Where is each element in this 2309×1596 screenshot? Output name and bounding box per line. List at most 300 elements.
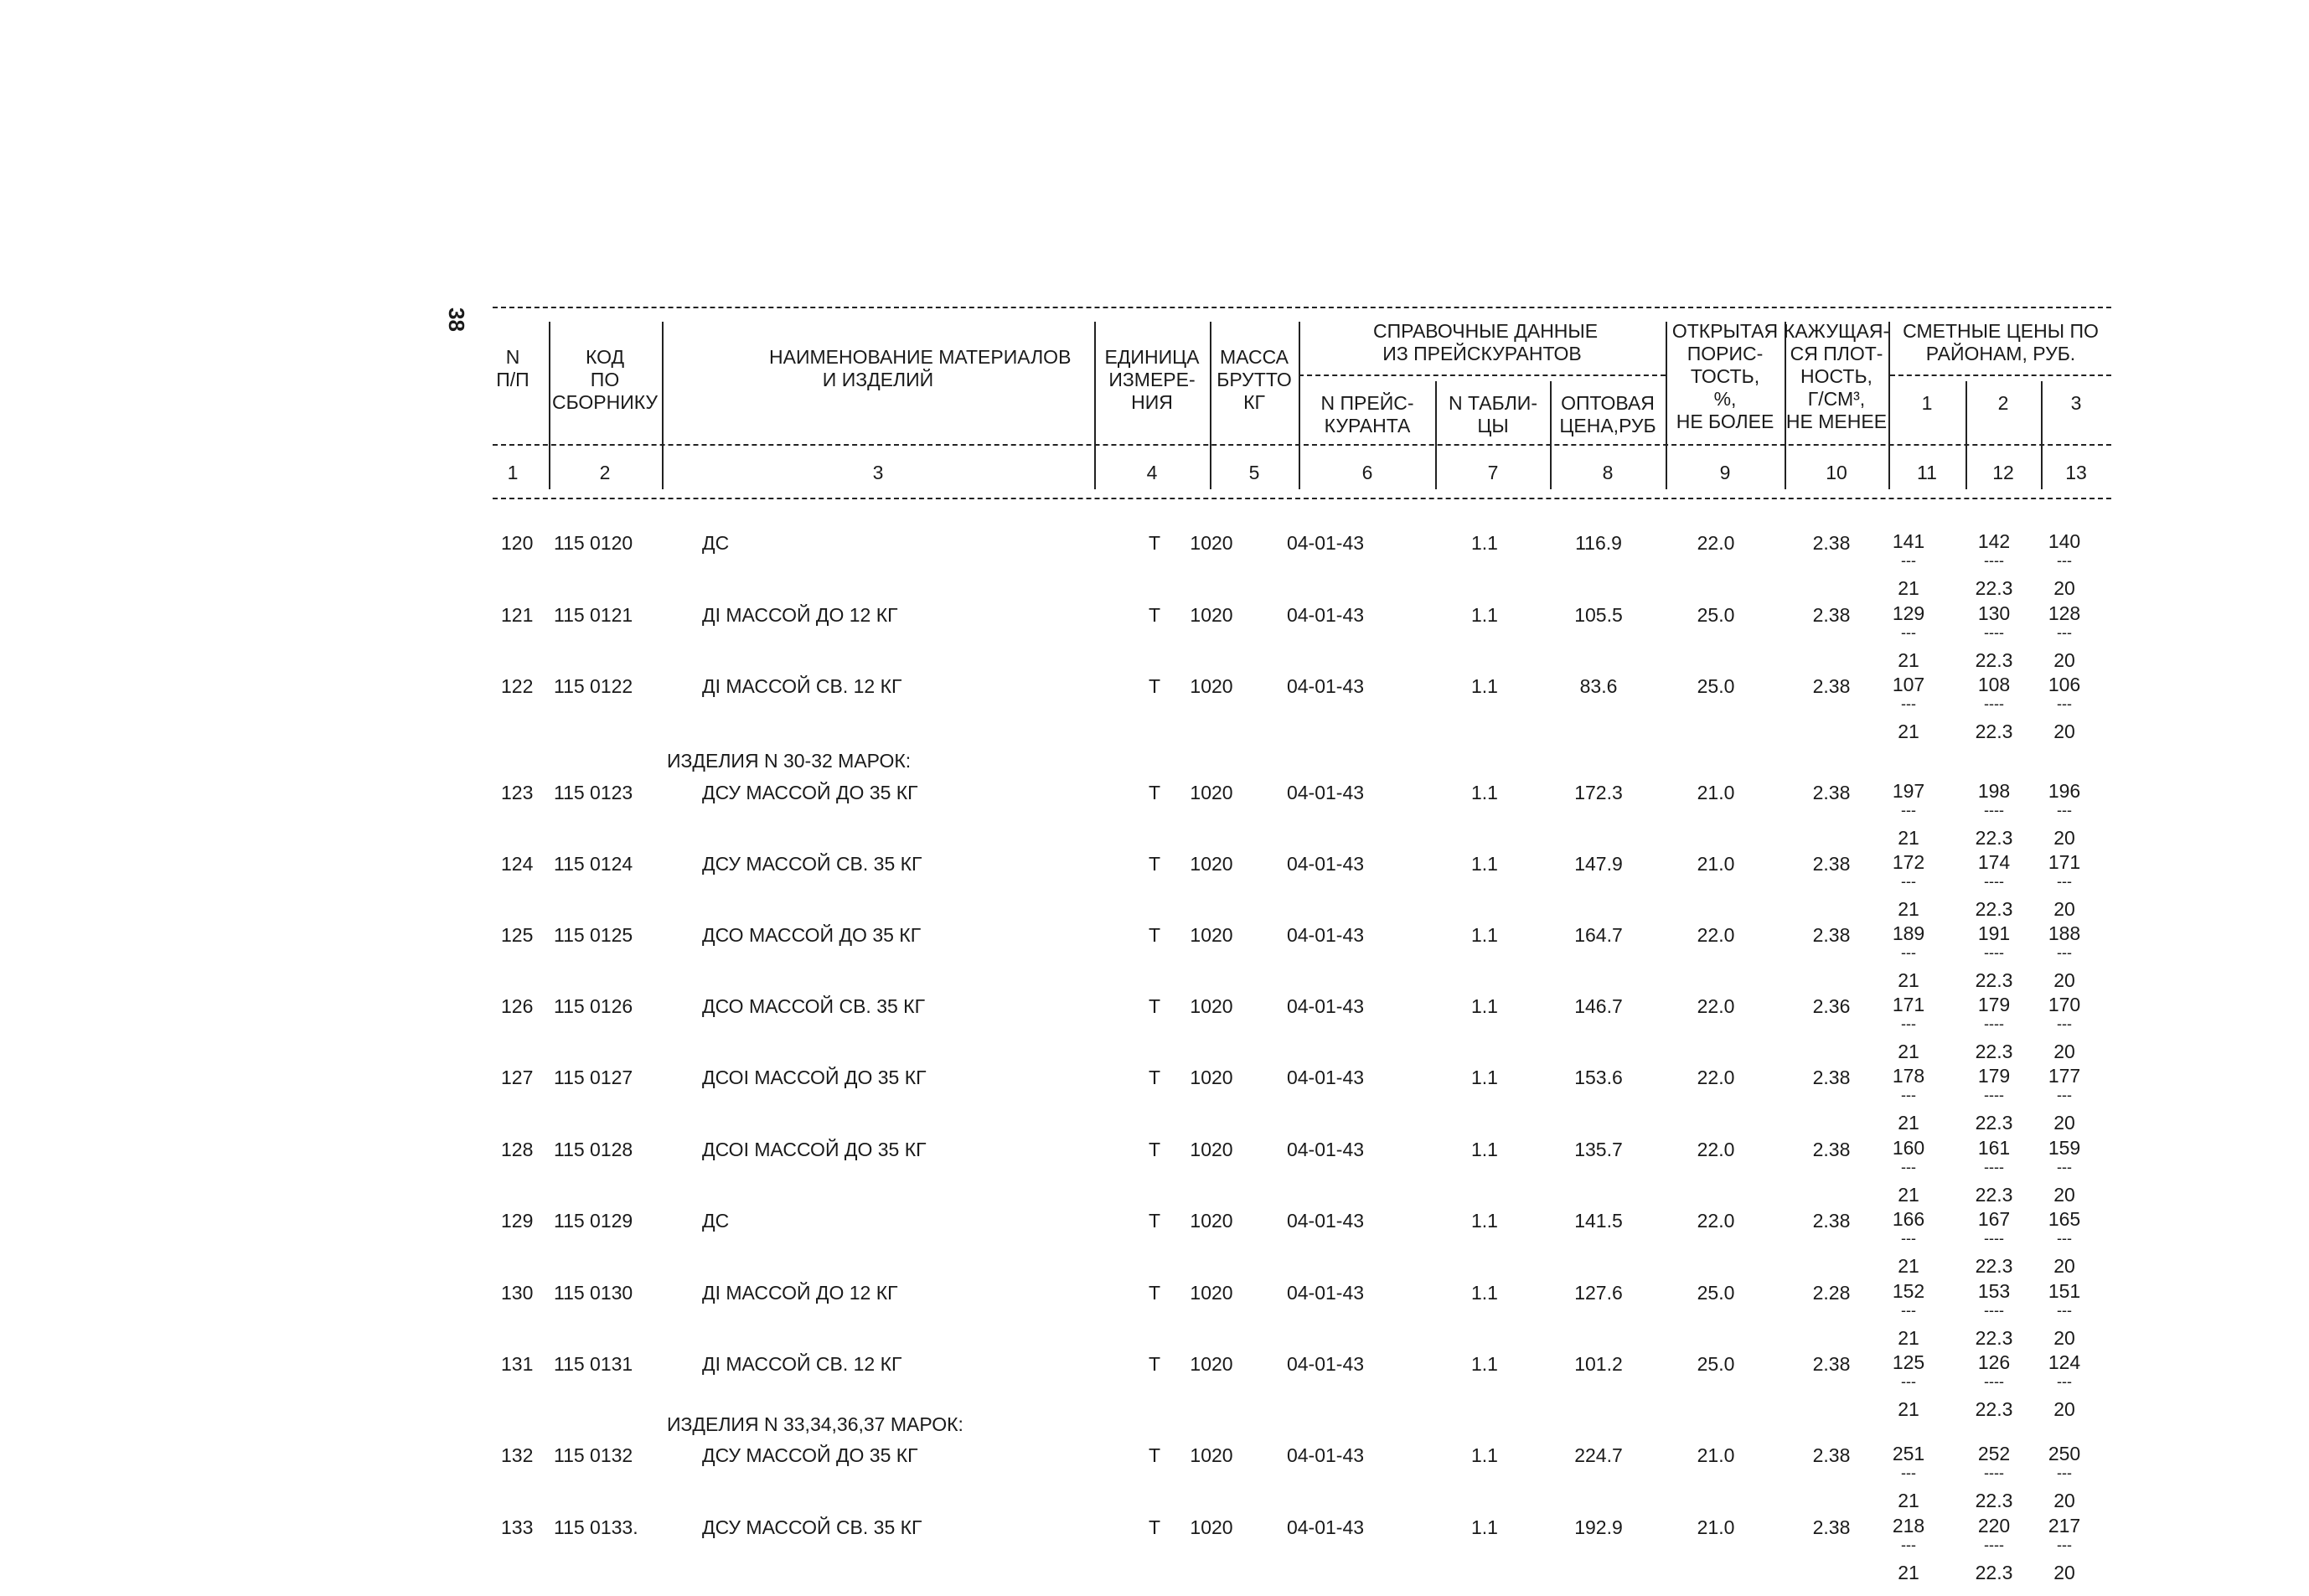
row-porosity: 25.0 xyxy=(1697,1282,1735,1304)
region-2-coefficient: 22.3 xyxy=(1975,1041,2013,1062)
row-code: 115 0121 xyxy=(554,604,633,626)
row-mass: 1020 xyxy=(1190,1139,1233,1160)
region-1-coefficient: 21 xyxy=(1898,1112,1919,1134)
fraction-bar: --- xyxy=(2057,1230,2072,1247)
number-row-separator xyxy=(1965,457,1967,486)
fraction-bar: --- xyxy=(2057,1464,2072,1481)
region-2-coefficient: 22.3 xyxy=(1975,1327,2013,1349)
column-number: 5 xyxy=(1248,462,1260,483)
row-code: 115 0127 xyxy=(554,1067,633,1088)
region-3-price: 177 xyxy=(2048,1065,2081,1087)
row-mass: 1020 xyxy=(1190,1353,1233,1375)
region-1-price: 141 xyxy=(1892,530,1925,552)
row-name: ДСО МАССОЙ СВ. 35 КГ xyxy=(702,995,926,1017)
row-unit: Т xyxy=(1148,1067,1161,1088)
row-number: 133 xyxy=(501,1516,534,1538)
region-2-price: 179 xyxy=(1977,994,2011,1015)
row-porosity: 25.0 xyxy=(1697,675,1735,697)
region-1-price: 107 xyxy=(1892,674,1925,695)
fraction-bar: --- xyxy=(1901,873,1916,890)
region-1-price: 152 xyxy=(1892,1280,1925,1302)
region-2-header: 2 xyxy=(1997,392,2009,414)
pricelist-number-header-line: КУРАНТА xyxy=(1324,415,1411,436)
region-3-price: 106 xyxy=(2048,674,2081,695)
density-header-line: НОСТЬ, xyxy=(1800,365,1873,387)
row-number: 126 xyxy=(501,995,534,1017)
region-3-coefficient: 20 xyxy=(2053,1041,2075,1062)
region-3-price: 196 xyxy=(2048,780,2081,802)
region-2-coefficient: 22.3 xyxy=(1975,1255,2013,1277)
region-2-price: 161 xyxy=(1977,1137,2011,1159)
row-table-number: 1.1 xyxy=(1471,1282,1498,1304)
column-number: 2 xyxy=(599,462,611,483)
row-pricelist: 04-01-43 xyxy=(1286,1282,1365,1304)
row-table-number: 1.1 xyxy=(1471,532,1498,554)
row-density: 2.38 xyxy=(1812,604,1851,626)
region-1-price: 251 xyxy=(1892,1443,1925,1464)
column-number: 3 xyxy=(872,462,884,483)
row-density: 2.38 xyxy=(1812,675,1851,697)
region-3-price: 188 xyxy=(2048,922,2081,944)
region-2-price: 126 xyxy=(1977,1351,2011,1373)
fraction-bar: ---- xyxy=(1984,1087,2004,1103)
row-wholesale-price: 105.5 xyxy=(1574,604,1623,626)
fraction-bar: ---- xyxy=(1984,802,2004,819)
code-header-line: СБОРНИКУ xyxy=(551,391,659,413)
fraction-bar: --- xyxy=(2057,802,2072,819)
row-wholesale-price: 224.7 xyxy=(1574,1444,1623,1466)
porosity-header-line: НЕ БОЛЕЕ xyxy=(1676,411,1774,432)
region-1-price: 171 xyxy=(1892,994,1925,1015)
region-2-coefficient: 22.3 xyxy=(1975,649,2013,671)
reference-data-header-line: СПРАВОЧНЫЕ ДАННЫЕ xyxy=(1373,320,1599,342)
region-2-price: 153 xyxy=(1977,1280,2011,1302)
region-2-coefficient: 22.3 xyxy=(1975,1398,2013,1420)
row-name: ДСОI МАССОЙ ДО 35 КГ xyxy=(702,1139,927,1160)
fraction-bar: --- xyxy=(1901,1087,1916,1103)
row-table-number: 1.1 xyxy=(1471,1139,1498,1160)
density-header-line: НЕ МЕНЕЕ xyxy=(1785,411,1888,432)
section-label: ИЗДЕЛИЯ N 30-32 МАРОК: xyxy=(667,750,912,772)
fraction-bar: --- xyxy=(2057,552,2072,569)
row-density: 2.36 xyxy=(1812,995,1851,1017)
fraction-bar: --- xyxy=(2057,1302,2072,1319)
column-number: 10 xyxy=(1826,462,1847,483)
row-table-number: 1.1 xyxy=(1471,604,1498,626)
unit-header-line: ИЗМЕРЕ- xyxy=(1108,369,1196,390)
row-number: 124 xyxy=(501,853,534,875)
region-3-price: 171 xyxy=(2048,851,2081,873)
region-2-price: 142 xyxy=(1977,530,2011,552)
fraction-bar: --- xyxy=(2057,1159,2072,1175)
column-number: 13 xyxy=(2065,462,2087,483)
row-number: 123 xyxy=(501,782,534,803)
column-number: 6 xyxy=(1361,462,1373,483)
number-row-separator xyxy=(662,457,664,486)
region-2-coefficient: 22.3 xyxy=(1975,827,2013,849)
number-row-separator xyxy=(1094,457,1096,486)
row-number: 125 xyxy=(501,924,534,946)
region-1-coefficient: 21 xyxy=(1898,1041,1919,1062)
region-3-coefficient: 20 xyxy=(2053,1327,2075,1349)
column-number: 1 xyxy=(507,462,519,483)
mass-header-line: КГ xyxy=(1243,391,1265,413)
region-1-price: 125 xyxy=(1892,1351,1925,1373)
fraction-bar: --- xyxy=(1901,1373,1916,1390)
region-2-coefficient: 22.3 xyxy=(1975,721,2013,742)
fraction-bar: --- xyxy=(2057,695,2072,712)
row-porosity: 22.0 xyxy=(1697,924,1735,946)
row-porosity: 21.0 xyxy=(1697,853,1735,875)
region-1-coefficient: 21 xyxy=(1898,577,1919,599)
region-2-coefficient: 22.3 xyxy=(1975,1184,2013,1206)
row-wholesale-price: 83.6 xyxy=(1579,675,1618,697)
row-table-number: 1.1 xyxy=(1471,924,1498,946)
row-density: 2.38 xyxy=(1812,1444,1851,1466)
fraction-bar: --- xyxy=(2057,873,2072,890)
fraction-bar: ---- xyxy=(1984,1302,2004,1319)
region-1-price: 172 xyxy=(1892,851,1925,873)
fraction-bar: --- xyxy=(2057,1087,2072,1103)
row-unit: Т xyxy=(1148,604,1161,626)
row-mass: 1020 xyxy=(1190,995,1233,1017)
row-code: 115 0129 xyxy=(554,1210,633,1232)
fraction-bar: ---- xyxy=(1984,552,2004,569)
region-3-coefficient: 20 xyxy=(2053,898,2075,920)
region-3-price: 217 xyxy=(2048,1515,2081,1537)
column-number: 9 xyxy=(1719,462,1731,483)
region-1-coefficient: 21 xyxy=(1898,1255,1919,1277)
row-number: 130 xyxy=(501,1282,534,1304)
row-unit: Т xyxy=(1148,1444,1161,1466)
row-pricelist: 04-01-43 xyxy=(1286,532,1365,554)
porosity-header-line: ПОРИС- xyxy=(1687,343,1764,364)
number-row-separator xyxy=(1785,457,1786,486)
region-3-coefficient: 20 xyxy=(2053,1562,2075,1583)
row-mass: 1020 xyxy=(1190,853,1233,875)
region-1-coefficient: 21 xyxy=(1898,1327,1919,1349)
region-2-coefficient: 22.3 xyxy=(1975,1112,2013,1134)
row-density: 2.38 xyxy=(1812,1353,1851,1375)
row-name: ДСУ МАССОЙ СВ. 35 КГ xyxy=(702,853,922,875)
column-number: 11 xyxy=(1917,462,1937,483)
fraction-bar: --- xyxy=(1901,695,1916,712)
row-number: 122 xyxy=(501,675,534,697)
fraction-bar: ---- xyxy=(1984,695,2004,712)
fraction-bar: --- xyxy=(2057,1537,2072,1553)
header-top-rule xyxy=(493,307,2111,308)
region-1-coefficient: 21 xyxy=(1898,827,1919,849)
row-density: 2.38 xyxy=(1812,782,1851,803)
fraction-bar: --- xyxy=(1901,1464,1916,1481)
column-number: 7 xyxy=(1487,462,1499,483)
row-porosity: 25.0 xyxy=(1697,1353,1735,1375)
row-mass: 1020 xyxy=(1190,1516,1233,1538)
region-2-price: 252 xyxy=(1977,1443,2011,1464)
number-row-separator xyxy=(1666,457,1667,486)
column-number: 4 xyxy=(1146,462,1158,483)
region-2-price: 174 xyxy=(1977,851,2011,873)
region-1-price: 197 xyxy=(1892,780,1925,802)
row-name: ДСУ МАССОЙ СВ. 35 КГ xyxy=(702,1516,922,1538)
row-porosity: 22.0 xyxy=(1697,1139,1735,1160)
row-pricelist: 04-01-43 xyxy=(1286,1139,1365,1160)
row-density: 2.38 xyxy=(1812,924,1851,946)
region-3-price: 140 xyxy=(2048,530,2081,552)
fraction-bar: --- xyxy=(1901,1230,1916,1247)
row-name: ДI МАССОЙ СВ. 12 КГ xyxy=(702,675,902,697)
row-wholesale-price: 146.7 xyxy=(1574,995,1623,1017)
region-3-coefficient: 20 xyxy=(2053,1112,2075,1134)
row-pricelist: 04-01-43 xyxy=(1286,675,1365,697)
row-code: 115 0133. xyxy=(554,1516,638,1538)
row-porosity: 22.0 xyxy=(1697,532,1735,554)
fraction-bar: --- xyxy=(1901,944,1916,961)
row-unit: Т xyxy=(1148,1353,1161,1375)
region-3-price: 159 xyxy=(2048,1137,2081,1159)
fraction-bar: --- xyxy=(1901,1537,1916,1553)
region-3-coefficient: 20 xyxy=(2053,577,2075,599)
estimate-prices-header-line: СМЕТНЫЕ ЦЕНЫ ПО xyxy=(1903,320,2099,342)
fraction-bar: ---- xyxy=(1984,1230,2004,1247)
row-wholesale-price: 153.6 xyxy=(1574,1067,1623,1088)
number-row-separator xyxy=(2041,457,2043,486)
name-header-line: И ИЗДЕЛИЙ xyxy=(822,369,934,390)
region-1-coefficient: 21 xyxy=(1898,898,1919,920)
region-3-coefficient: 20 xyxy=(2053,827,2075,849)
row-number: 120 xyxy=(501,532,534,554)
row-table-number: 1.1 xyxy=(1471,1516,1498,1538)
row-mass: 1020 xyxy=(1190,1067,1233,1088)
row-density: 2.38 xyxy=(1812,532,1851,554)
row-mass: 1020 xyxy=(1190,1444,1233,1466)
mass-header-line: БРУТТО xyxy=(1216,369,1292,390)
region-3-coefficient: 20 xyxy=(2053,1490,2075,1511)
row-name: ДСОI МАССОЙ ДО 35 КГ xyxy=(702,1067,927,1088)
region-1-price: 218 xyxy=(1892,1515,1925,1537)
row-pricelist: 04-01-43 xyxy=(1286,604,1365,626)
fraction-bar: ---- xyxy=(1984,1537,2004,1553)
number-row-separator xyxy=(1550,457,1552,486)
number-row-separator xyxy=(549,457,550,486)
fraction-bar: --- xyxy=(1901,1015,1916,1032)
row-unit: Т xyxy=(1148,853,1161,875)
region-1-price: 189 xyxy=(1892,922,1925,944)
header-mid-rule xyxy=(493,444,2111,446)
row-number: 132 xyxy=(501,1444,534,1466)
row-porosity: 22.0 xyxy=(1697,1210,1735,1232)
column-number: 8 xyxy=(1602,462,1614,483)
region-3-price: 128 xyxy=(2048,602,2081,624)
density-header-line: СЯ ПЛОТ- xyxy=(1790,343,1883,364)
row-name: ДС xyxy=(702,1210,730,1232)
row-density: 2.38 xyxy=(1812,1210,1851,1232)
region-2-price: 167 xyxy=(1977,1208,2011,1230)
porosity-header-line: ОТКРЫТАЯ xyxy=(1671,320,1779,342)
row-unit: Т xyxy=(1148,995,1161,1017)
row-number: 131 xyxy=(501,1353,534,1375)
estimate-prices-header-line: РАЙОНАМ, РУБ. xyxy=(1925,343,2076,364)
region-2-price: 108 xyxy=(1977,674,2011,695)
region-1-coefficient: 21 xyxy=(1898,1184,1919,1206)
row-name: ДI МАССОЙ СВ. 12 КГ xyxy=(702,1353,902,1375)
page-number: 38 xyxy=(443,307,469,332)
row-table-number: 1.1 xyxy=(1471,1067,1498,1088)
region-3-coefficient: 20 xyxy=(2053,1255,2075,1277)
fraction-bar: ---- xyxy=(1984,1464,2004,1481)
region-3-coefficient: 20 xyxy=(2053,721,2075,742)
region-2-price: 220 xyxy=(1977,1515,2011,1537)
row-unit: Т xyxy=(1148,675,1161,697)
row-density: 2.28 xyxy=(1812,1282,1851,1304)
region-3-coefficient: 20 xyxy=(2053,1398,2075,1420)
fraction-bar: --- xyxy=(1901,802,1916,819)
n-header-line: П/П xyxy=(496,369,529,390)
row-number: 127 xyxy=(501,1067,534,1088)
row-name: ДСУ МАССОЙ ДО 35 КГ xyxy=(702,782,918,803)
row-porosity: 25.0 xyxy=(1697,604,1735,626)
row-wholesale-price: 172.3 xyxy=(1574,782,1623,803)
fraction-bar: ---- xyxy=(1984,1373,2004,1390)
region-2-coefficient: 22.3 xyxy=(1975,577,2013,599)
region-3-coefficient: 20 xyxy=(2053,1184,2075,1206)
row-unit: Т xyxy=(1148,532,1161,554)
row-table-number: 1.1 xyxy=(1471,675,1498,697)
row-code: 115 0125 xyxy=(554,924,633,946)
row-mass: 1020 xyxy=(1190,924,1233,946)
row-pricelist: 04-01-43 xyxy=(1286,782,1365,803)
row-name: ДСО МАССОЙ ДО 35 КГ xyxy=(702,924,922,946)
column-number: 12 xyxy=(1992,462,2014,483)
mass-header-line: МАССА xyxy=(1219,346,1289,368)
row-density: 2.38 xyxy=(1812,1516,1851,1538)
row-mass: 1020 xyxy=(1190,782,1233,803)
fraction-bar: --- xyxy=(1901,552,1916,569)
row-pricelist: 04-01-43 xyxy=(1286,1210,1365,1232)
row-table-number: 1.1 xyxy=(1471,782,1498,803)
row-table-number: 1.1 xyxy=(1471,853,1498,875)
fraction-bar: ---- xyxy=(1984,624,2004,641)
row-code: 115 0124 xyxy=(554,853,633,875)
row-pricelist: 04-01-43 xyxy=(1286,1444,1365,1466)
row-unit: Т xyxy=(1148,1139,1161,1160)
row-code: 115 0128 xyxy=(554,1139,633,1160)
region-2-price: 179 xyxy=(1977,1065,2011,1087)
row-density: 2.38 xyxy=(1812,853,1851,875)
row-number: 129 xyxy=(501,1210,534,1232)
fraction-bar: --- xyxy=(2057,1015,2072,1032)
section-label: ИЗДЕЛИЯ N 33,34,36,37 МАРОК: xyxy=(667,1413,963,1435)
row-unit: Т xyxy=(1148,1210,1161,1232)
porosity-header-line: %, xyxy=(1713,388,1737,410)
row-number: 128 xyxy=(501,1139,534,1160)
row-mass: 1020 xyxy=(1190,1282,1233,1304)
row-code: 115 0123 xyxy=(554,782,633,803)
name-header-line: НАИМЕНОВАНИЕ МАТЕРИАЛОВ xyxy=(769,346,1072,368)
code-header-line: КОД xyxy=(585,346,625,368)
fraction-bar: ---- xyxy=(1984,1159,2004,1175)
row-mass: 1020 xyxy=(1190,675,1233,697)
region-1-price: 178 xyxy=(1892,1065,1925,1087)
region-3-price: 151 xyxy=(2048,1280,2081,1302)
table-number-header-line: ЦЫ xyxy=(1477,415,1509,436)
region-3-price: 170 xyxy=(2048,994,2081,1015)
row-wholesale-price: 101.2 xyxy=(1574,1353,1623,1375)
region-1-price: 166 xyxy=(1892,1208,1925,1230)
row-code: 115 0132 xyxy=(554,1444,633,1466)
wholesale-price-header-line: ОПТОВАЯ xyxy=(1561,392,1655,414)
row-porosity: 21.0 xyxy=(1697,1516,1735,1538)
region-1-price: 160 xyxy=(1892,1137,1925,1159)
row-mass: 1020 xyxy=(1190,532,1233,554)
row-code: 115 0131 xyxy=(554,1353,633,1375)
row-porosity: 21.0 xyxy=(1697,782,1735,803)
row-table-number: 1.1 xyxy=(1471,1210,1498,1232)
fraction-bar: --- xyxy=(1901,624,1916,641)
row-porosity: 21.0 xyxy=(1697,1444,1735,1466)
fraction-bar: ---- xyxy=(1984,944,2004,961)
row-code: 115 0130 xyxy=(554,1282,633,1304)
region-1-coefficient: 21 xyxy=(1898,969,1919,991)
row-name: ДI МАССОЙ ДО 12 КГ xyxy=(702,1282,898,1304)
row-pricelist: 04-01-43 xyxy=(1286,1516,1365,1538)
row-mass: 1020 xyxy=(1190,604,1233,626)
porosity-header-line: ТОСТЬ, xyxy=(1690,365,1760,387)
region-2-price: 130 xyxy=(1977,602,2011,624)
row-name: ДСУ МАССОЙ ДО 35 КГ xyxy=(702,1444,918,1466)
row-name: ДС xyxy=(702,532,730,554)
row-porosity: 22.0 xyxy=(1697,1067,1735,1088)
row-porosity: 22.0 xyxy=(1697,995,1735,1017)
number-row-separator xyxy=(1888,457,1890,486)
row-code: 115 0126 xyxy=(554,995,633,1017)
row-table-number: 1.1 xyxy=(1471,1353,1498,1375)
row-pricelist: 04-01-43 xyxy=(1286,1067,1365,1088)
density-header-line: КАЖУЩАЯ- xyxy=(1783,320,1890,342)
region-3-price: 124 xyxy=(2048,1351,2081,1373)
fraction-bar: --- xyxy=(1901,1302,1916,1319)
region-1-header: 1 xyxy=(1921,392,1933,414)
row-unit: Т xyxy=(1148,924,1161,946)
row-unit: Т xyxy=(1148,782,1161,803)
unit-header-line: НИЯ xyxy=(1131,391,1173,413)
region-3-coefficient: 20 xyxy=(2053,969,2075,991)
row-code: 115 0122 xyxy=(554,675,633,697)
row-wholesale-price: 127.6 xyxy=(1574,1282,1623,1304)
row-table-number: 1.1 xyxy=(1471,995,1498,1017)
row-wholesale-price: 141.5 xyxy=(1574,1210,1623,1232)
fraction-bar: --- xyxy=(2057,944,2072,961)
row-wholesale-price: 147.9 xyxy=(1574,853,1623,875)
region-3-coefficient: 20 xyxy=(2053,649,2075,671)
region-1-price: 129 xyxy=(1892,602,1925,624)
region-3-price: 165 xyxy=(2048,1208,2081,1230)
table-number-header-line: N ТАБЛИ- xyxy=(1448,392,1537,414)
code-header-line: ПО xyxy=(590,369,620,390)
row-density: 2.38 xyxy=(1812,1139,1851,1160)
fraction-bar: --- xyxy=(2057,1373,2072,1390)
row-number: 121 xyxy=(501,604,534,626)
row-wholesale-price: 164.7 xyxy=(1574,924,1623,946)
row-wholesale-price: 135.7 xyxy=(1574,1139,1623,1160)
region-2-price: 198 xyxy=(1977,780,2011,802)
fraction-bar: ---- xyxy=(1984,873,2004,890)
fraction-bar: --- xyxy=(1901,1159,1916,1175)
region-1-coefficient: 21 xyxy=(1898,649,1919,671)
wholesale-price-header-line: ЦЕНА,РУБ xyxy=(1559,415,1656,436)
row-pricelist: 04-01-43 xyxy=(1286,853,1365,875)
fraction-bar: --- xyxy=(2057,624,2072,641)
